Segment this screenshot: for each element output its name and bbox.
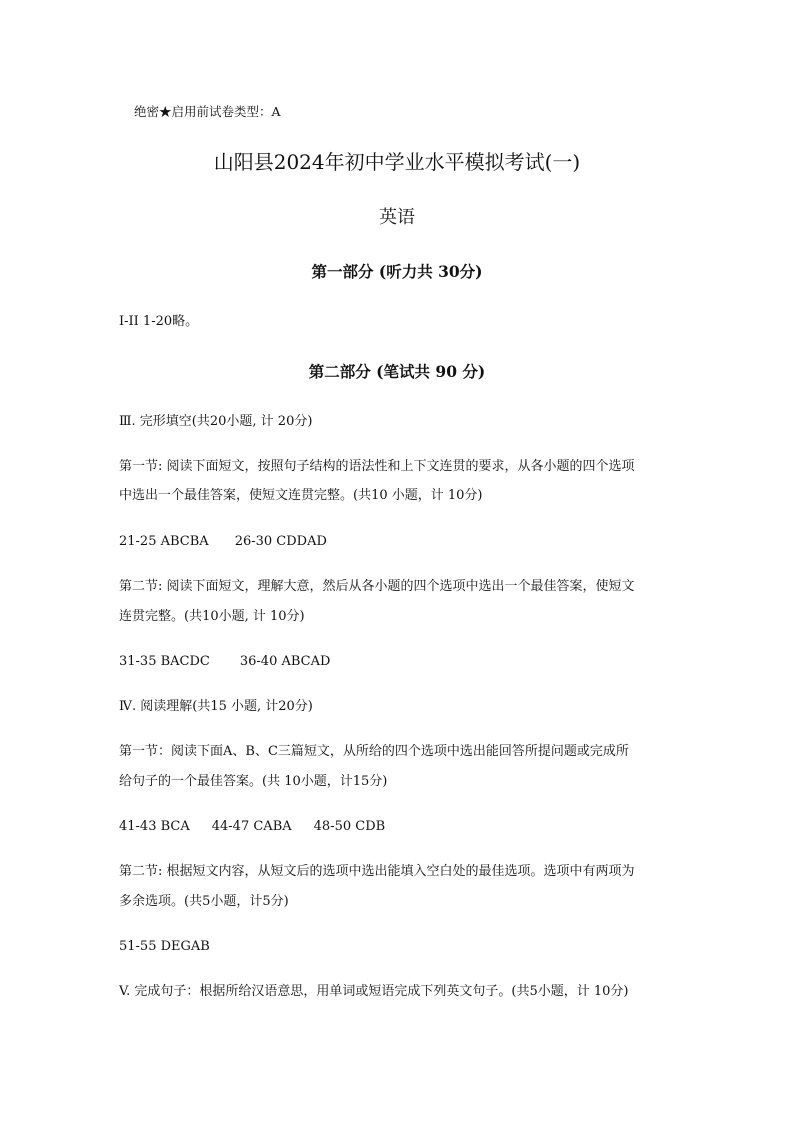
section4-sub2-answers: [119, 938, 210, 956]
section3-title: Ⅲ. 完形填空(共20小题, 计 20分): [119, 414, 313, 429]
answer-group: 31-35 BACDC: [119, 654, 210, 669]
answer-group: 36-40 ABCAD: [239, 654, 331, 669]
answer-group: 48-50 CDB: [313, 819, 386, 834]
section4-sub2-line1: 第二节: 根据短文内容，从短文后的选项中选出能填入空白处的最佳选项。选项中有两项为: [119, 864, 635, 879]
section5-title: V. 完成句子：根据所给汉语意思，用单词或短语完成下列英文句子。(共5小题，计 10分): [119, 984, 629, 999]
part1-heading: 第一部分 (听力共 30分): [311, 262, 483, 281]
answer-group: 41-43 BCA: [119, 819, 190, 834]
section4-sub1-answers: [119, 818, 385, 836]
part1-note: I-II 1-20略。: [119, 314, 199, 329]
section4-title: Ⅳ. 阅读理解(共15 小题, 计20分): [119, 699, 313, 714]
section4-sub2-line2: 多余选项。(共5小题，计5分): [119, 894, 289, 909]
section3-sub2-line2: 连贯完整。(共10小题, 计 10分): [119, 609, 305, 624]
answer-group: 26-30 CDDAD: [234, 534, 327, 549]
exam-title: 山阳县2024年初中学业水平模拟考试(一): [213, 150, 581, 174]
subject-title: 英语: [379, 207, 415, 228]
section4-sub1-line2: 给句子的一个最佳答案。(共 10小题，计15分): [119, 774, 388, 789]
answer-group: 51-55 DEGAB: [119, 939, 210, 954]
section4-sub1-line1: 第一节：阅读下面A、B、C三篇短文，从所给的四个选项中选出能回答所提问题或完成所: [119, 744, 629, 759]
answer-group: 44-47 CABA: [211, 819, 292, 834]
secret-label: 绝密★启用前试卷类型：A: [134, 104, 281, 119]
section3-sub2-answers: [119, 653, 330, 671]
section3-sub2-line1: 第二节: 阅读下面短文，理解大意，然后从各小题的四个选项中选出一个最佳答案，使短文: [119, 579, 635, 594]
section3-sub1-line1: 第一节: 阅读下面短文，按照句子结构的语法性和上下文连贯的要求，从各小题的四个选项: [119, 459, 635, 474]
answer-group: 21-25 ABCBA: [119, 534, 209, 549]
section3-sub1-line2: 中选出一个最佳答案，使短文连贯完整。(共10 小题，计 10分): [119, 488, 483, 503]
part2-heading: 第二部分 (笔试共 90 分): [308, 362, 486, 381]
section3-sub1-answers: [119, 533, 327, 551]
